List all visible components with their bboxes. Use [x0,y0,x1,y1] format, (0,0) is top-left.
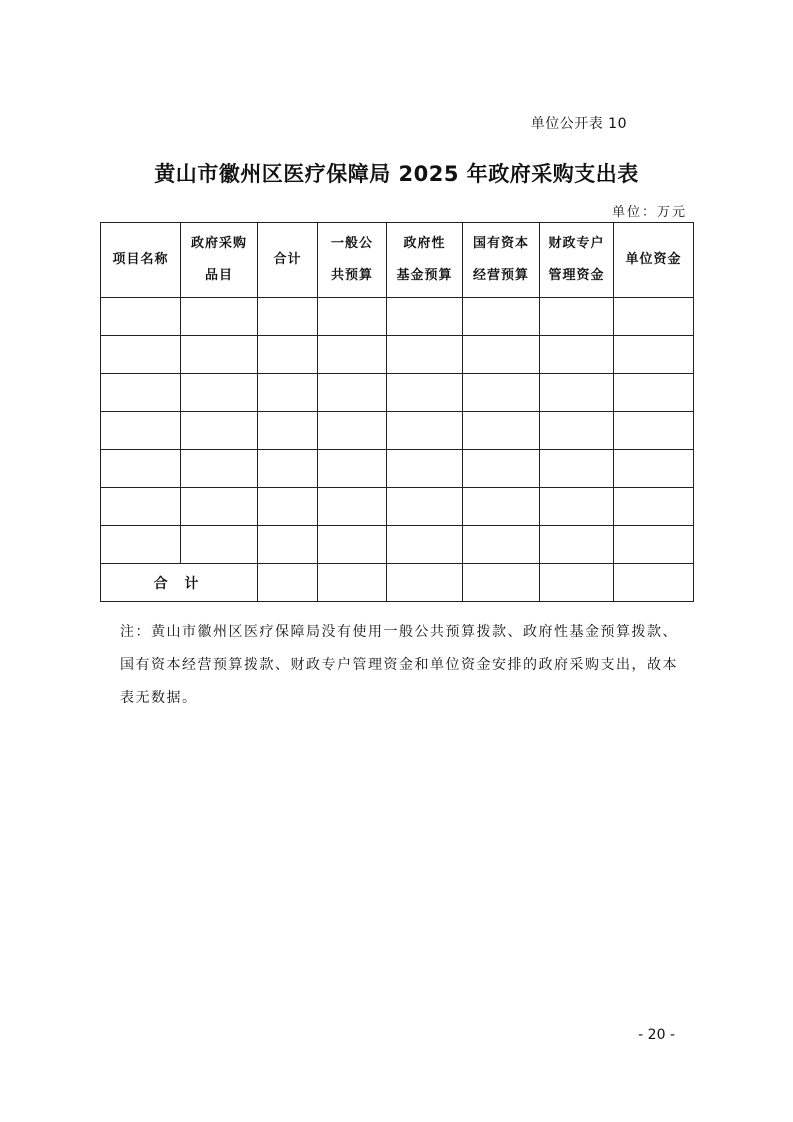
table-cell [101,298,181,336]
table-cell [387,526,463,564]
column-header-general-budget: 一般公 共预算 [318,223,387,298]
table-cell [463,488,540,526]
table-row [101,450,694,488]
table-cell [463,374,540,412]
table-cell [258,412,318,450]
column-header-state-capital-budget: 国有资本 经营预算 [463,223,540,298]
table-cell [258,336,318,374]
table-cell [258,450,318,488]
table-cell [540,450,614,488]
table-cell [614,336,694,374]
footnote: 注：黄山市徽州区医疗保障局没有使用一般公共预算拨款、政府性基金预算拨款、国有资本经营预算拨款、财政专户管理资金和单位资金安排的政府采购支出，故本表无数据。 [120,624,678,706]
table-cell [101,336,181,374]
table-cell [318,450,387,488]
procurement-table [100,222,694,602]
table-cell [101,526,181,564]
page-title: 黄山市徽州区医疗保障局 2025 年政府采购支出表 [154,162,639,186]
column-header-unit-funds: 单位资金 [614,223,694,298]
table-row [101,526,694,564]
table-cell [181,526,258,564]
column-header-fiscal-special-account: 财政专户 管理资金 [540,223,614,298]
table-cell [463,450,540,488]
total-cell [387,564,463,602]
table-cell [318,526,387,564]
table-cell [181,336,258,374]
total-label: 合 计 [101,564,258,602]
table-cell [101,450,181,488]
table-cell [181,488,258,526]
table-row [101,374,694,412]
table-cell [463,298,540,336]
table-cell [463,526,540,564]
table-cell [614,298,694,336]
total-cell [258,564,318,602]
table-cell [181,298,258,336]
total-cell [540,564,614,602]
table-cell [540,336,614,374]
table-cell [318,298,387,336]
table-cell [181,374,258,412]
total-row [101,564,694,602]
table-row [101,298,694,336]
table-cell [318,336,387,374]
table-cell [463,412,540,450]
table-cell [463,336,540,374]
table-cell [614,488,694,526]
page-number: - 20 - [638,1027,675,1043]
table-cell [387,336,463,374]
table-cell [540,488,614,526]
column-header-government-fund-budget: 政府性 基金预算 [387,223,463,298]
table-cell [101,374,181,412]
table-cell [258,374,318,412]
total-cell [614,564,694,602]
table-label: 单位公开表 10 [530,116,627,132]
total-cell [318,564,387,602]
table-cell [387,450,463,488]
table-cell [318,488,387,526]
table-cell [540,298,614,336]
unit-label: 单位：万元 [611,205,687,220]
table-cell [387,412,463,450]
table-cell [258,526,318,564]
table-row [101,412,694,450]
table-row [101,336,694,374]
table-cell [318,374,387,412]
total-cell [463,564,540,602]
table-cell [614,412,694,450]
table-cell [258,488,318,526]
column-header-project-name: 项目名称 [101,223,181,298]
table-cell [181,412,258,450]
table-cell [181,450,258,488]
table-cell [387,298,463,336]
table-cell [540,412,614,450]
table-cell [614,450,694,488]
table-cell [387,488,463,526]
table-cell [258,298,318,336]
table-cell [101,412,181,450]
table-cell [540,374,614,412]
table-cell [101,488,181,526]
table-cell [614,374,694,412]
table-header-row [101,223,694,298]
table-cell [318,412,387,450]
column-header-procurement-item: 政府采购 品目 [181,223,258,298]
table-cell [540,526,614,564]
table-cell [387,374,463,412]
table-cell [614,526,694,564]
table-row [101,488,694,526]
column-header-total: 合计 [258,223,318,298]
